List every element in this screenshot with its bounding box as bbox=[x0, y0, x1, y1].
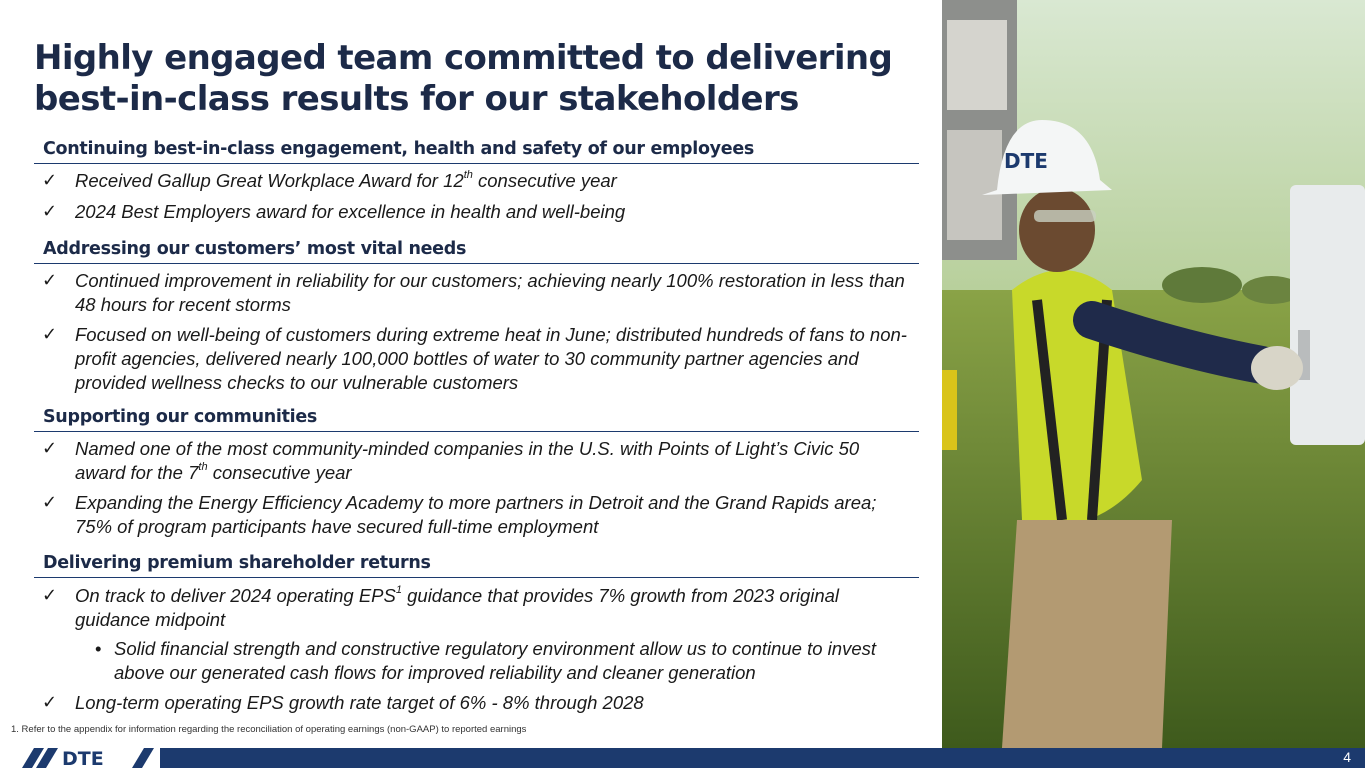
check-icon: ✓ bbox=[42, 270, 58, 291]
list-item: ✓ Long-term operating EPS growth rate target of 6% - 8% through 2028 bbox=[42, 692, 644, 713]
check-icon: ✓ bbox=[42, 201, 58, 222]
dte-logo bbox=[0, 748, 160, 768]
lineworker-photo bbox=[942, 0, 1365, 748]
list-item: ✓ Named one of the most community-minded companies in the U.S. with Points of Light’s Civic 50 award for the 7th consecutive year bbox=[42, 438, 860, 483]
section-heading-shareholders: Delivering premium shareholder returns bbox=[34, 550, 919, 578]
check-icon: ✓ bbox=[42, 692, 58, 713]
hardhat-logo: DTE bbox=[1004, 149, 1048, 173]
section-heading-customers: Addressing our customers’ most vital needs bbox=[34, 236, 919, 264]
section-heading-communities: Supporting our communities bbox=[34, 404, 919, 432]
svg-text:DTE: DTE bbox=[62, 748, 104, 768]
list-item: ✓ On track to deliver 2024 operating EPS$^1$ guidance that provides 7% growth from 2023 original guidance midpoint bbox=[42, 583, 840, 630]
list-item: ✓ 2024 Best Employers award for excellence in health and well-being bbox=[42, 201, 626, 222]
check-icon: ✓ bbox=[42, 170, 58, 191]
section-heading-employees: Continuing best-in-class engagement, health and safety of our employees bbox=[34, 136, 919, 164]
list-item: ✓ Received Gallup Great Workplace Award for 12th consecutive year bbox=[42, 168, 617, 191]
check-icon: ✓ bbox=[42, 324, 58, 345]
bullet-icon: • bbox=[95, 638, 102, 659]
list-item: ✓ Focused on well-being of customers during extreme heat in June; distributed hundreds of fans to non-profit agencies, delivered nearly 100,000 bottles of water to 30 community partner agencies and provided wellness checks to our vulnerable customers bbox=[42, 324, 907, 393]
check-icon: ✓ bbox=[42, 492, 58, 513]
footnote: 1. Refer to the appendix for information regarding the reconciliation of operating earnings (non-GAAP) to reported earnings bbox=[11, 724, 527, 735]
check-icon: ✓ bbox=[42, 585, 58, 606]
list-item: ✓ Continued improvement in reliability for our customers; achieving nearly 100% restoration in less than 48 hours for recent storms bbox=[42, 270, 905, 315]
page-number: 4 bbox=[1343, 749, 1351, 765]
check-icon: ✓ bbox=[42, 438, 58, 459]
list-item: ✓ Expanding the Energy Efficiency Academy to more partners in Detroit and the Grand Rapids area; 75% of program participants have secured full-time employment bbox=[42, 492, 877, 537]
footer-bar bbox=[0, 748, 1365, 768]
slide-title: Highly engaged team committed to delivering best-in-class results for our stakeholders bbox=[34, 38, 893, 119]
sub-list-item: • Solid financial strength and constructive regulatory environment allow us to continue to invest above our generated cash flows for improved reliability and cleaner generation bbox=[95, 638, 877, 683]
